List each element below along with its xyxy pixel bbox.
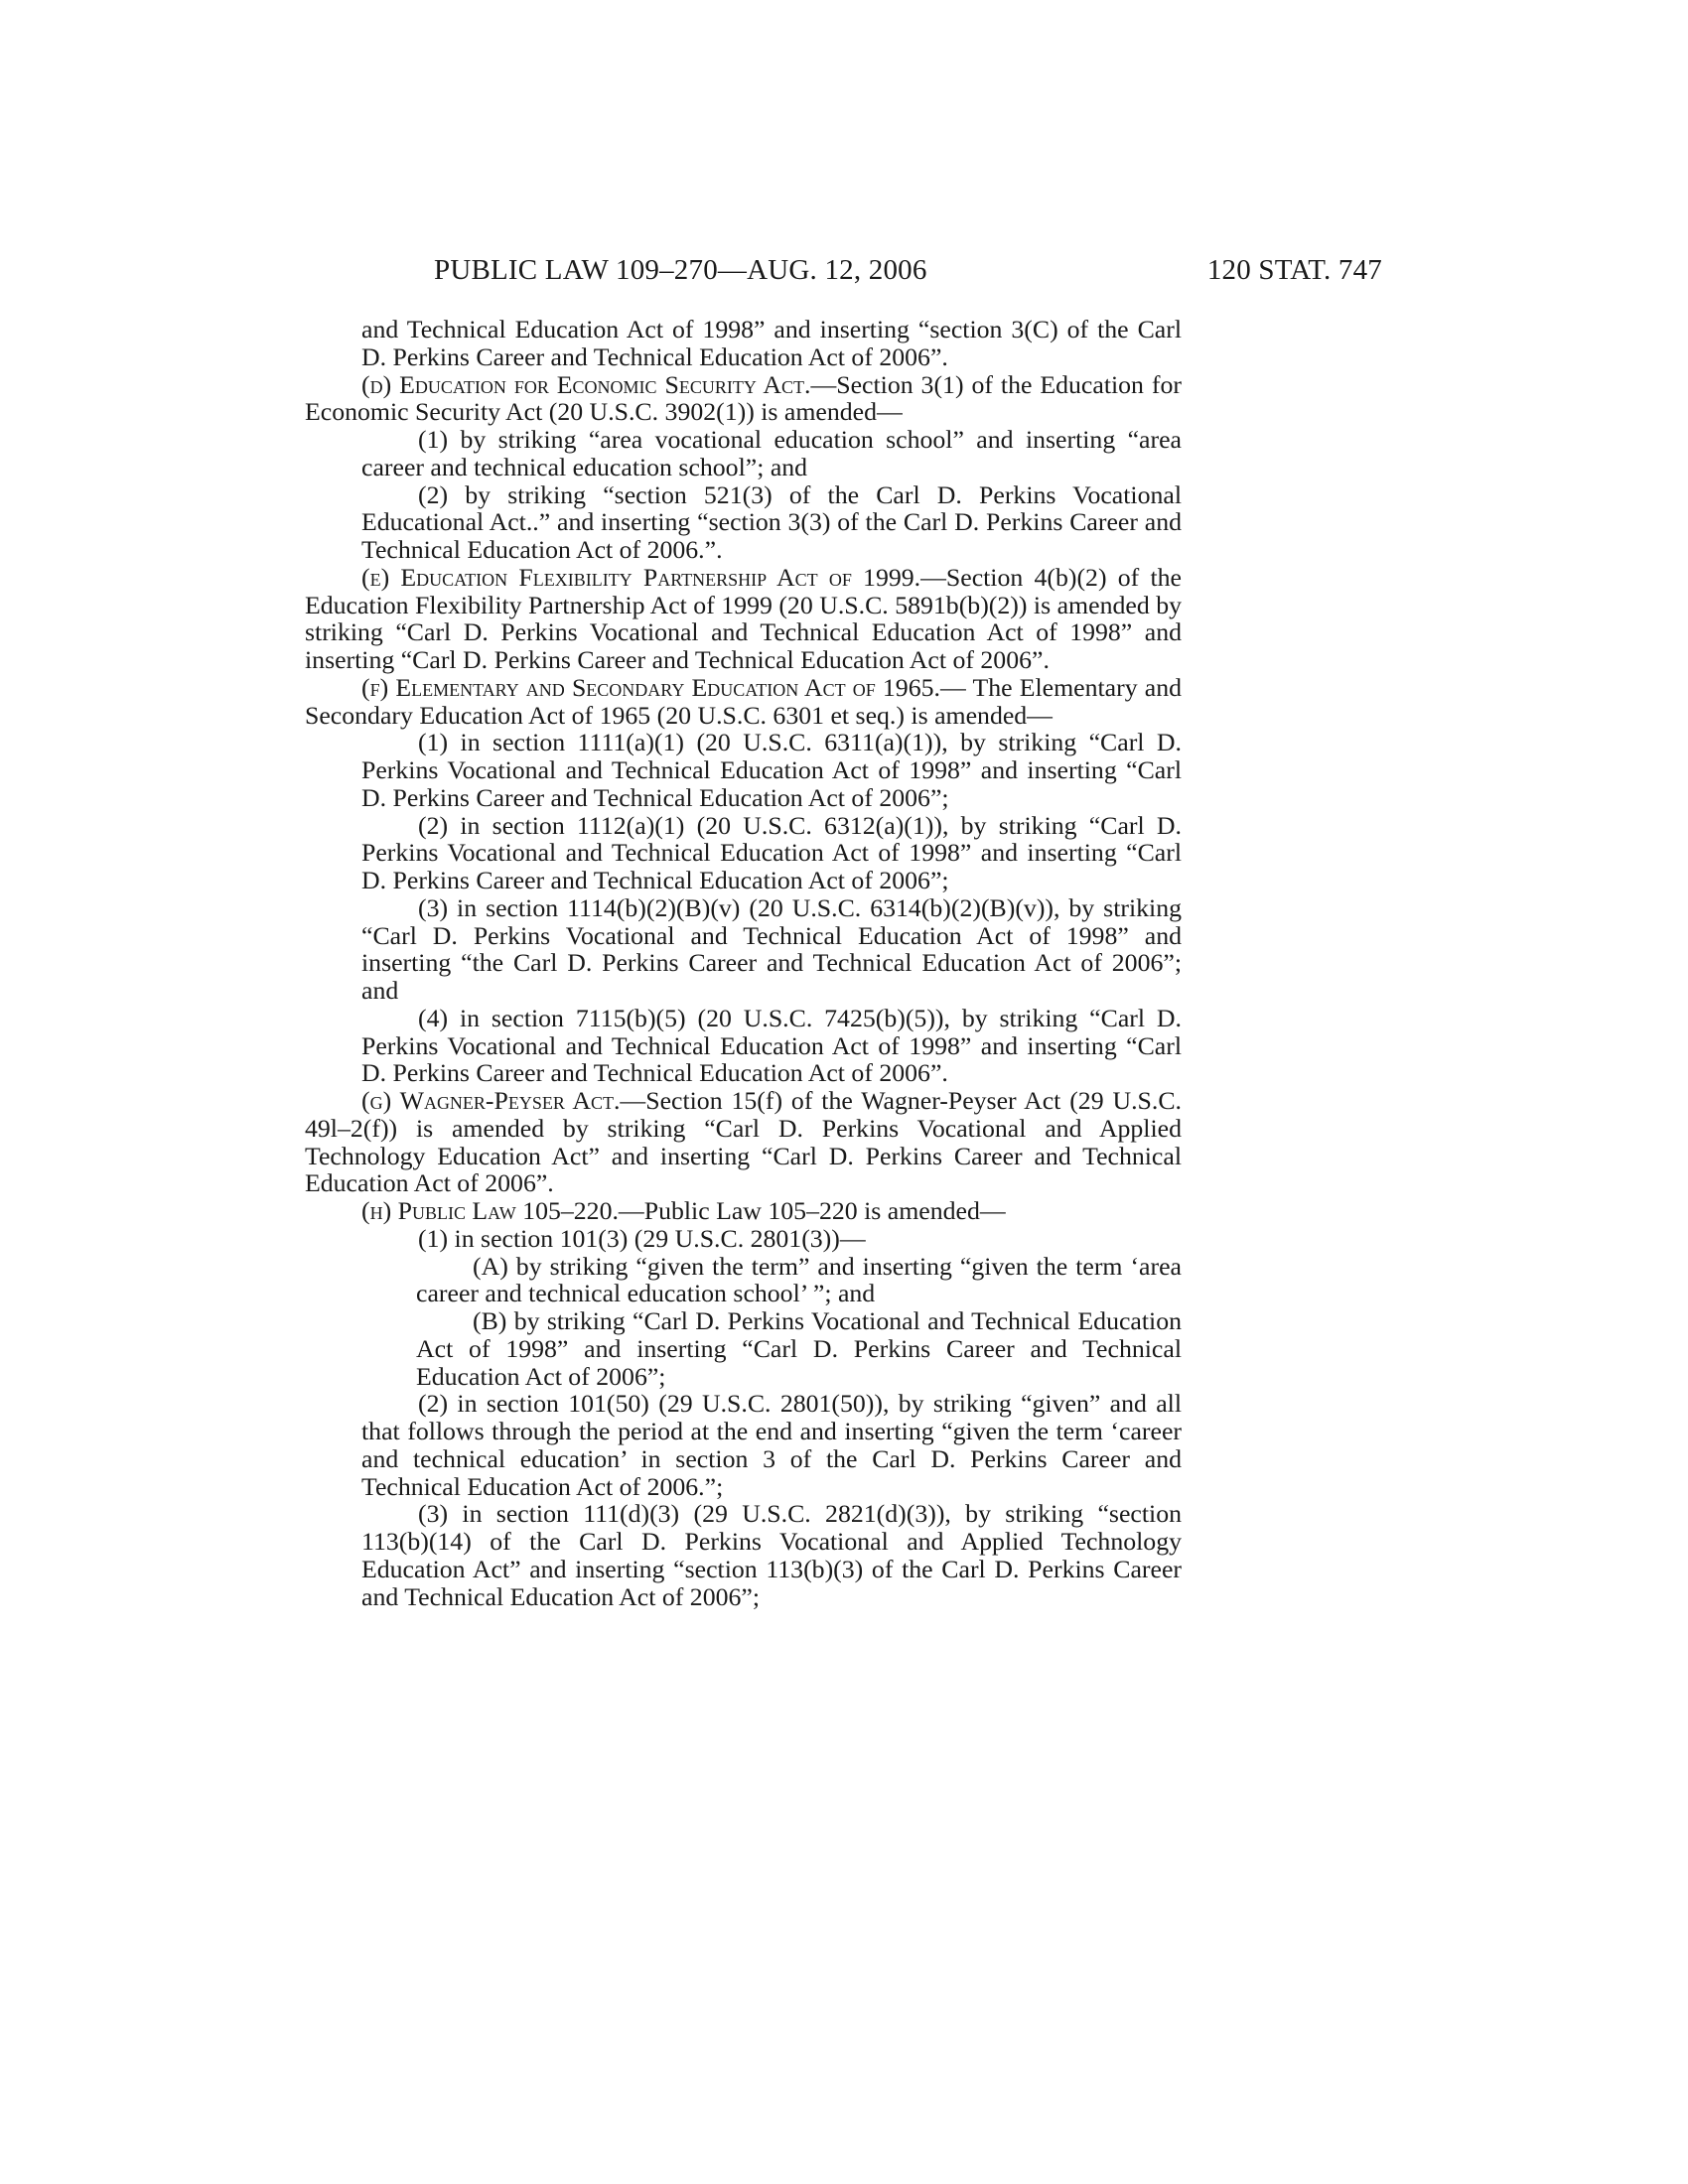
paragraph-subsection-g <box>305 1087 1182 1197</box>
paragraph-subsection-e <box>305 564 1182 674</box>
paragraph-item <box>305 1500 1182 1610</box>
subsection-heading: (g) Wagner-Peyser Act. <box>361 1086 621 1115</box>
paragraph-text: (2) in section 1112(a)(1) (20 U.S.C. 6312(a)(1)), by striking “Carl D. Perkins Vocational and Technical Education Act of 1998” and inserting “Carl D. Perkins Career and Technical Education Act of 2006”; <box>361 810 1182 894</box>
paragraph-text: (3) in section 1114(b)(2)(B)(v) (20 U.S.C. 6314(b)(2)(B)(v)), by striking “Carl D. Perkins Vocational and Technical Education Act of 1998” and inserting “the Carl D. Perkins Career and Technical Education Act of 2006”; and <box>361 892 1182 1005</box>
page-header <box>434 250 1382 290</box>
paragraph-subsection-h <box>305 1197 1182 1225</box>
subsection-heading: (e) Education Flexibility Partnership Act of 1999. <box>361 562 921 592</box>
subsection-heading: (f) Elementary and Secondary Education Act of 1965. <box>361 672 940 702</box>
paragraph-subsection-f <box>305 674 1182 730</box>
paragraph-subsection-d <box>305 371 1182 427</box>
paragraph-text: —Section 3(1) of the Education for Economic Security Act (20 U.S.C. 3902(1)) is amended— <box>305 369 1182 427</box>
paragraph-subitem <box>305 1307 1182 1390</box>
paragraph-text: — The Elementary and Secondary Education Act of 1965 (20 U.S.C. 6301 et seq.) is amended— <box>305 672 1182 730</box>
document-body <box>305 316 1182 1610</box>
subsection-heading: (h) Public Law 105–220. <box>361 1196 619 1225</box>
running-title: PUBLIC LAW 109–270—AUG. 12, 2006 <box>434 254 927 286</box>
statute-page-number: 120 STAT. 747 <box>1206 254 1382 286</box>
paragraph-subitem <box>305 1253 1182 1308</box>
paragraph-item <box>305 1225 1182 1253</box>
paragraph-item <box>305 812 1182 894</box>
paragraph-item <box>305 1390 1182 1500</box>
subsection-heading: (d) Education for Economic Security Act. <box>361 369 811 399</box>
paragraph-text: (1) in section 101(3) (29 U.S.C. 2801(3))— <box>418 1223 866 1253</box>
paragraph-text: (3) in section 111(d)(3) (29 U.S.C. 2821(d)(3)), by striking “section 113(b)(14) of the Carl D. Perkins Vocational and Applied Technology Education Act” and inserting “section 113(b)(3) of the Carl D. Perkins Career and Technical Education Act of 2006”; <box>361 1499 1182 1611</box>
paragraph-item <box>305 729 1182 811</box>
paragraph-item <box>305 894 1182 1005</box>
paragraph-text: —Section 4(b)(2) of the Education Flexibility Partnership Act of 1999 (20 U.S.C. 5891b(b)(2)) is amended by striking “Carl D. Perkins Vocational and Technical Education Act of 1998” and inserting “Carl D. Perkins Career and Technical Education Act of 2006”. <box>305 562 1182 674</box>
paragraph-item <box>305 481 1182 564</box>
paragraph-item <box>305 426 1182 481</box>
paragraph-text: (1) by striking “area vocational education school” and inserting “area career and technical education school”; and <box>361 425 1182 481</box>
paragraph-text: (2) in section 101(50) (29 U.S.C. 2801(50)), by striking “given” and all that follows through the period at the end and inserting “given the term ‘career and technical education’ in section 3 of the Carl D. Perkins Career and Technical Education Act of 2006.”; <box>361 1389 1182 1501</box>
paragraph-item <box>305 1005 1182 1087</box>
paragraph-text: (2) by striking “section 521(3) of the Carl D. Perkins Vocational Educational Act..” and inserting “section 3(3) of the Carl D. Perkins Career and Technical Education Act of 2006.”. <box>361 479 1182 564</box>
paragraph-continuation <box>305 316 1182 371</box>
paragraph-text: (4) in section 7115(b)(5) (20 U.S.C. 7425(b)(5)), by striking “Carl D. Perkins Vocational and Technical Education Act of 1998” and inserting “Carl D. Perkins Career and Technical Education Act of 2006”. <box>361 1003 1182 1088</box>
paragraph-text: (1) in section 1111(a)(1) (20 U.S.C. 6311(a)(1)), by striking “Carl D. Perkins Vocational and Technical Education Act of 1998” and inserting “Carl D. Perkins Career and Technical Education Act of 2006”; <box>361 728 1182 812</box>
paragraph-text: —Section 15(f) of the Wagner-Peyser Act (29 U.S.C. 49l–2(f)) is amended by striking “Carl D. Perkins Vocational and Applied Technology Education Act” and inserting “Carl D. Perkins Career and Technical Education Act of 2006”. <box>305 1086 1182 1198</box>
paragraph-text: (B) by striking “Carl D. Perkins Vocational and Technical Education Act of 1998” and inserting “Carl D. Perkins Career and Technical Education Act of 2006”; <box>416 1306 1182 1391</box>
paragraph-text: and Technical Education Act of 1998” and inserting “section 3(C) of the Carl D. Perkins Career and Technical Education Act of 2006”. <box>361 315 1182 371</box>
paragraph-text: —Public Law 105–220 is amended— <box>618 1196 1006 1225</box>
paragraph-text: (A) by striking “given the term” and inserting “given the term ‘area career and technical education school’ ”; and <box>416 1251 1182 1308</box>
